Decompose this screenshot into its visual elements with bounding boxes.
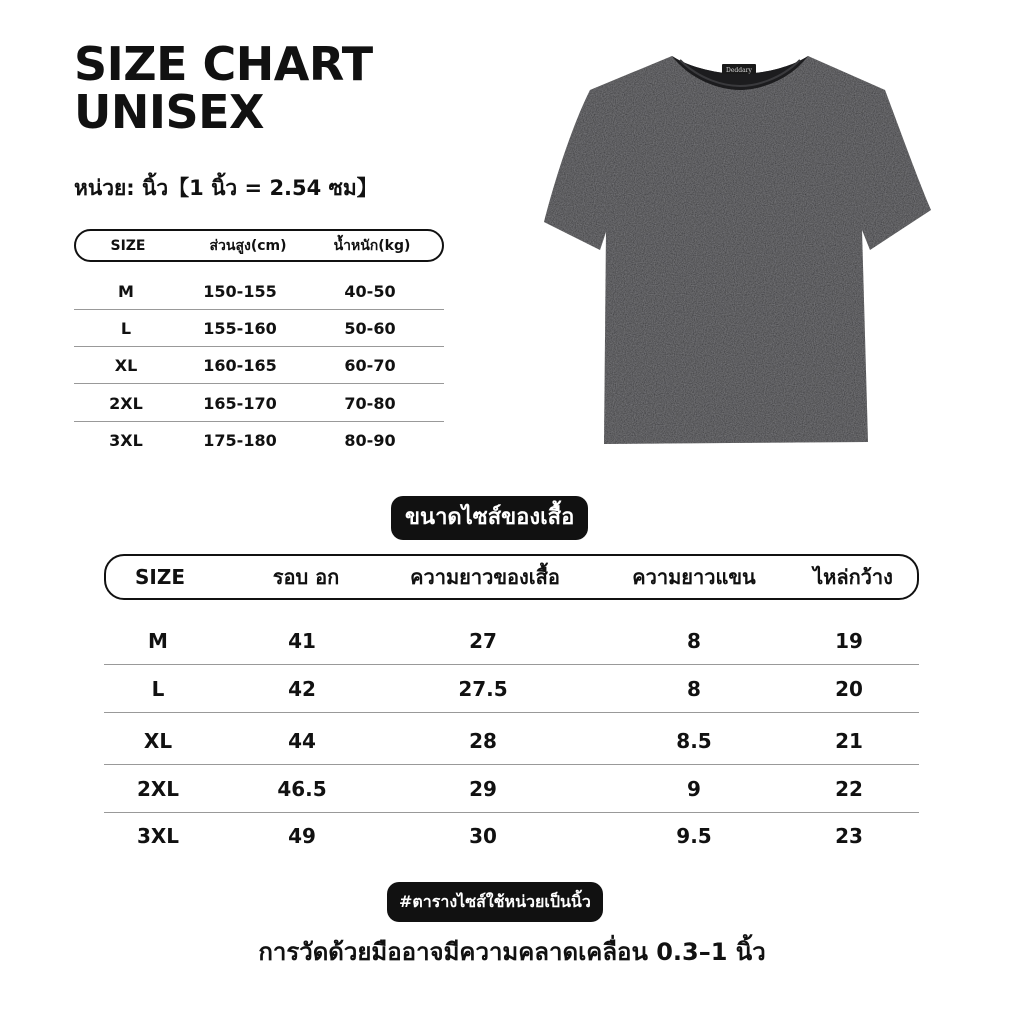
garment-header-sleeve: ความยาวแขน bbox=[632, 565, 756, 589]
body-table-row bbox=[74, 422, 444, 459]
body-cell-height: 155-160 bbox=[203, 319, 277, 338]
garment-cell-sleeve: 8.5 bbox=[676, 729, 712, 753]
garment-cell-sleeve: 9 bbox=[687, 777, 701, 801]
garment-cell-size: M bbox=[148, 629, 168, 653]
body-cell-weight: 60-70 bbox=[344, 356, 396, 375]
body-cell-height: 165-170 bbox=[203, 394, 277, 413]
garment-cell-sleeve: 8 bbox=[687, 629, 701, 653]
garment-cell-shoulder: 23 bbox=[835, 824, 863, 848]
body-cell-size: L bbox=[120, 319, 132, 338]
garment-cell-length: 30 bbox=[469, 824, 497, 848]
garment-table-row bbox=[104, 617, 919, 665]
footnote: การวัดด้วยมืออาจมีความคลาดเคลื่อน 0.3–1 นิ้ว bbox=[258, 938, 766, 966]
body-cell-size: M bbox=[118, 282, 134, 301]
garment-cell-size: 3XL bbox=[136, 824, 180, 848]
body-cell-weight: 40-50 bbox=[344, 282, 396, 301]
body-header-weight: น้ำหนัก(kg) bbox=[333, 238, 411, 254]
body-table-row bbox=[74, 347, 444, 384]
body-table-header bbox=[74, 229, 444, 262]
body-cell-weight: 80-90 bbox=[344, 431, 396, 450]
garment-header-length: ความยาวของเสื้อ bbox=[410, 565, 560, 589]
garment-cell-sleeve: 8 bbox=[687, 677, 701, 701]
garment-cell-size: 2XL bbox=[136, 777, 180, 801]
garment-cell-length: 29 bbox=[469, 777, 497, 801]
body-cell-size: XL bbox=[114, 356, 138, 375]
unit-note: หน่วย: นิ้ว【1 นิ้ว = 2.54 ซม】 bbox=[74, 176, 378, 200]
body-cell-size: 3XL bbox=[109, 431, 143, 450]
body-cell-weight: 70-80 bbox=[344, 394, 396, 413]
tshirt-label-text: Deddary bbox=[726, 67, 752, 74]
garment-cell-chest: 49 bbox=[288, 824, 316, 848]
garment-header-chest: รอบ อก bbox=[272, 565, 340, 589]
garment-cell-chest: 42 bbox=[288, 677, 316, 701]
garment-cell-length: 27 bbox=[469, 629, 497, 653]
body-header-size: SIZE bbox=[110, 238, 146, 254]
garment-table-row bbox=[104, 717, 919, 765]
body-cell-height: 175-180 bbox=[203, 431, 277, 450]
garment-header-size: SIZE bbox=[134, 565, 186, 589]
page-title bbox=[74, 37, 373, 139]
garment-table-row bbox=[104, 812, 919, 860]
garment-cell-chest: 46.5 bbox=[277, 777, 327, 801]
body-table-row bbox=[74, 310, 444, 347]
garment-header-shoulder: ไหล่กว้าง bbox=[813, 565, 893, 589]
garment-cell-shoulder: 19 bbox=[835, 629, 863, 653]
tshirt-body bbox=[544, 56, 931, 444]
garment-cell-shoulder: 20 bbox=[835, 677, 863, 701]
garment-cell-sleeve: 9.5 bbox=[676, 824, 712, 848]
garment-table-row bbox=[104, 765, 919, 813]
garment-cell-size: L bbox=[151, 677, 165, 701]
garment-table-row bbox=[104, 665, 919, 713]
garment-heading: ขนาดไซส์ของเสื้อ bbox=[391, 496, 588, 540]
garment-cell-chest: 41 bbox=[288, 629, 316, 653]
garment-cell-shoulder: 22 bbox=[835, 777, 863, 801]
garment-cell-shoulder: 21 bbox=[835, 729, 863, 753]
hashtag-badge: #ตารางไซส์ใช้หน่วยเป็นนิ้ว bbox=[387, 882, 603, 922]
body-cell-height: 160-165 bbox=[203, 356, 277, 375]
tshirt-image bbox=[540, 50, 935, 450]
title-line-2: UNISEX bbox=[74, 85, 264, 139]
body-cell-height: 150-155 bbox=[203, 282, 277, 301]
body-header-height: ส่วนสูง(cm) bbox=[209, 238, 287, 254]
garment-cell-chest: 44 bbox=[288, 729, 316, 753]
garment-table-header bbox=[104, 554, 919, 600]
body-table-row bbox=[74, 385, 444, 422]
garment-cell-length: 28 bbox=[469, 729, 497, 753]
title-line-1: SIZE CHART bbox=[74, 37, 373, 91]
garment-cell-length: 27.5 bbox=[458, 677, 508, 701]
body-cell-size: 2XL bbox=[109, 394, 143, 413]
body-cell-weight: 50-60 bbox=[344, 319, 396, 338]
garment-cell-size: XL bbox=[143, 729, 173, 753]
body-table-row bbox=[74, 273, 444, 310]
